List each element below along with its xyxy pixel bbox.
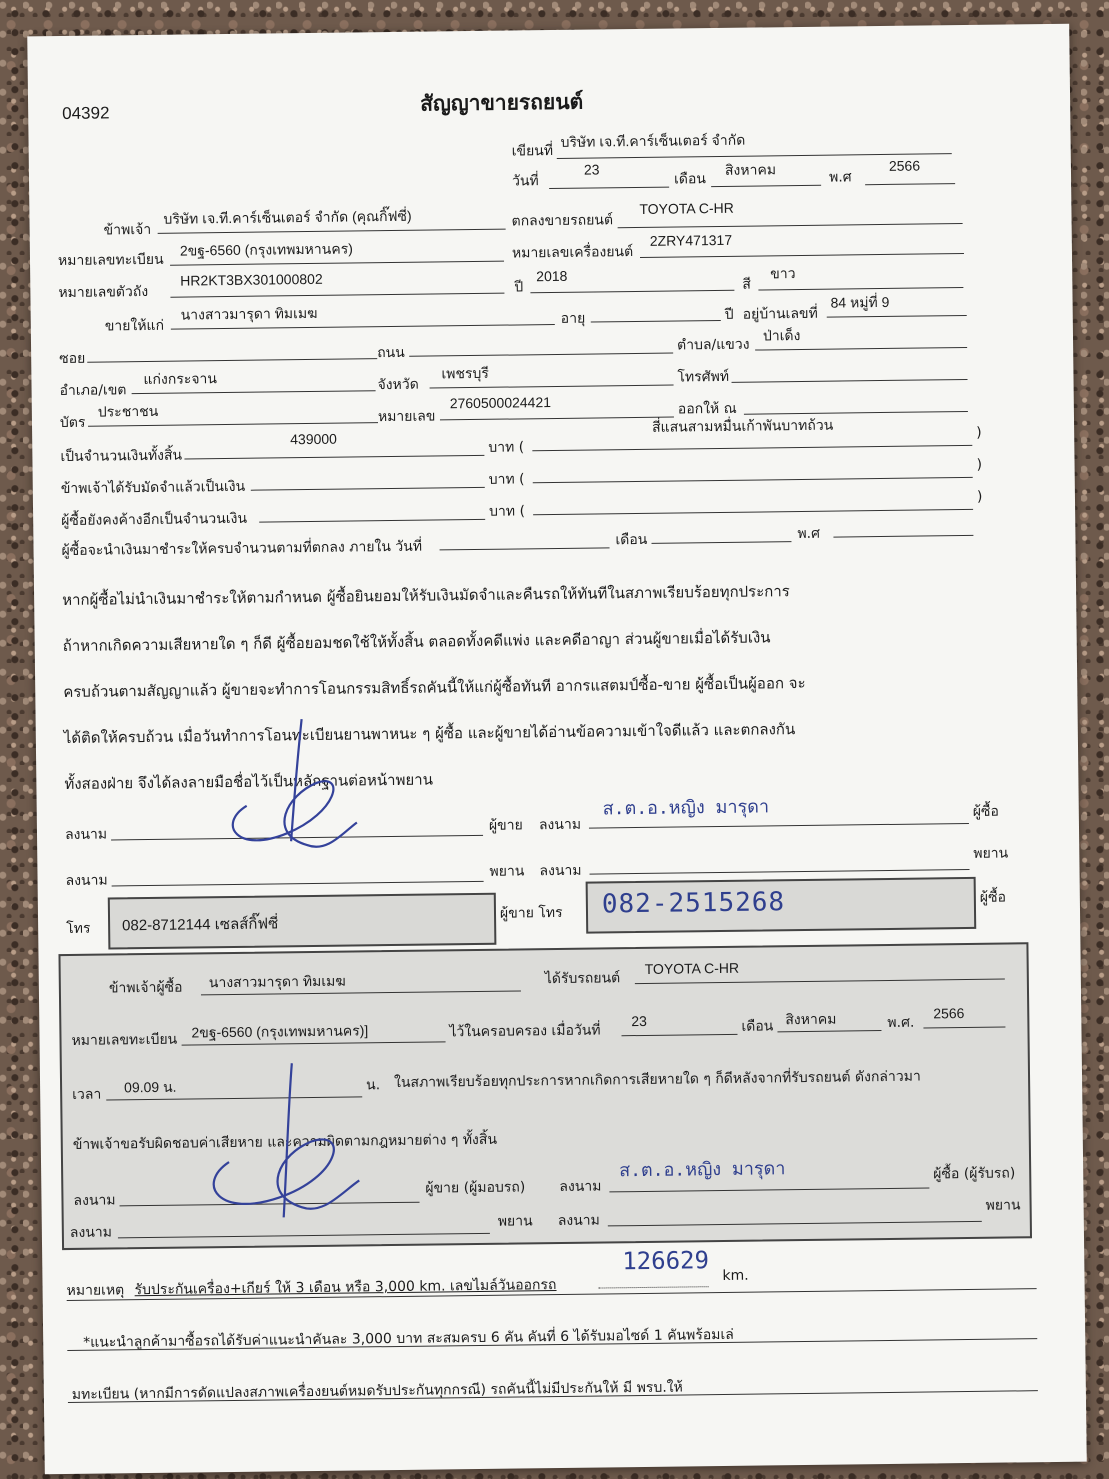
date-year-value: 2566 (888, 157, 921, 174)
engine-no-value: 2ZRY471317 (649, 231, 733, 249)
page-title: สัญญาขายรถยนต์ (419, 89, 584, 116)
phone-label-left: โทร (66, 920, 91, 938)
terms-line-5: ทั้งสองฝ่าย จึงได้ลงลายมือชื่อไว้เป็นหลักฐานต่อหน้าพยาน (64, 770, 434, 794)
buyer-phone-value: 082-2515268 (601, 887, 786, 920)
deposit-close-paren: ) (976, 456, 983, 473)
province-label: จังหวัด (377, 376, 419, 394)
handover-witness2-sign-label: ลงนาม (557, 1212, 600, 1230)
document-number: 04392 (62, 103, 110, 123)
terms-line-4: ได้ติดให้ครบถ้วน เมื่อวันทำการโอนทะเบียนยานพาหนะ ๆ ผู้ซื้อ และผู้ขายได้อ่านข้อความเข้าใจดีแล้ว และตกลงกัน (63, 720, 796, 748)
age-unit: ปี (724, 306, 734, 323)
due-date-label: ผู้ซื้อจะนำเงินมาชำระให้ครบจำนวนตามที่ตกลง ภายใน วันที่ (61, 538, 423, 560)
written-at-value: บริษัท เจ.ที.คาร์เซ็นเตอร์ จำกัด (560, 131, 746, 150)
handover-day-value: 23 (631, 1012, 648, 1030)
handover-witness2-role: พยาน (985, 1197, 1021, 1214)
remaining-label: ผู้ซื้อยังคงค้างอีกเป็นจำนวนเงิน (61, 510, 248, 530)
buyer-sign-label: ลงนาม (538, 816, 582, 834)
handover-buyer-label: ข้าพเจ้าผู้ซื้อ (108, 979, 183, 997)
engine-no-label: หมายเลขเครื่องยนต์ (511, 244, 634, 262)
sell-to-label: ขายให้แก่ (104, 317, 165, 335)
handover-seller-role: ผู้ขาย (ผู้มอบรถ) (425, 1179, 526, 1197)
seller-phone-box (108, 893, 497, 950)
total-label: เป็นจำนวนเงินทั้งสิ้น (60, 447, 183, 466)
car-year-label: ปี (514, 279, 524, 296)
remark-text: รับประกันเครื่อง+เกียร์ ให้ 3 เดือน หรือ 3,000 km. เลขไมล์วันออกรถ (134, 1277, 557, 1299)
handover-seller-sign-label: ลงนาม (73, 1192, 116, 1209)
time-value: 09.09 น. (124, 1078, 177, 1096)
possess-date-label: ไว้ในครอบครอง เมื่อวันที่ (449, 1022, 601, 1041)
handover-witness1-role: พยาน (497, 1213, 533, 1230)
condition-text: ในสภาพเรียบร้อยทุกประการหากเกิดการเสียหายใด ๆ ก็ดีหลังจากที่รับรถยนต์ ดังกล่าวมา (393, 1068, 921, 1092)
district-value: แก่งกระจาน (143, 370, 218, 388)
due-month-label: เดือน (615, 531, 648, 549)
handover-buyer-value: นางสาวมารุดา ทิมเมฆ (208, 972, 346, 991)
date-label: วันที่ (511, 173, 539, 190)
terms-line-2: ถ้าหากเกิดความเสียหายใด ๆ ก็ดี ผู้ซื้อยอมชดใช้ให้ทั้งสิ้น ตลอดทั้งคดีแพ่ง และคดีอาญา ส่วนผู้ขายเมื่อได้รับเงิน (62, 628, 771, 656)
card-no-label: หมายเลข (377, 408, 436, 426)
car-color-label: สี (742, 276, 751, 293)
buyer-phone-box (586, 877, 977, 934)
card-value: ประชาชน (97, 402, 159, 420)
terms-line-1: หากผู้ซื้อไม่นำเงินมาชำระให้ตามกำหนด ผู้ซื้อยินยอมให้รับเงินมัดจำและคืนรถให้ทันทีในสภาพเรียบร้อยทุกประการ (62, 582, 790, 610)
handover-witness1-sign-label: ลงนาม (69, 1224, 113, 1241)
witness1-role-label: พยาน (489, 863, 525, 880)
total-close-paren: ) (976, 424, 982, 441)
house-no-label: อยู่บ้านเลขที่ (742, 305, 818, 323)
handover-seller-signature-mark (188, 1056, 390, 1232)
road-label: ถนน (377, 344, 405, 362)
handover-reg-label: หมายเลขทะเบียน (71, 1031, 178, 1049)
due-year-label: พ.ศ (797, 525, 821, 543)
mileage-unit: km. (722, 1267, 749, 1285)
liability-text: ข้าพเจ้าขอรับผิดชอบค่าเสียหาย และความผิดตามกฎหมายต่าง ๆ ทั้งสิ้น (72, 1131, 498, 1153)
seller-role-label: ผู้ขาย (488, 817, 523, 834)
soi-label: ซอย (59, 350, 86, 368)
mileage-value: 126629 (622, 1246, 710, 1276)
remaining-close-paren: ) (976, 488, 983, 505)
car-year-value: 2018 (536, 267, 568, 285)
buyer-role-label: ผู้ซื้อ (972, 803, 1000, 820)
terms-line-3: ครบถ้วนตามสัญญาแล้ว ผู้ขายจะทำการโอนกรรมสิทธิ์รถคันนี้ให้แก่ผู้ซื้อทันที อากรแสตมป์ซื้อ-ขาย ผู้ซื้อเป็นผู้ออก จะ (63, 673, 806, 702)
witness2-sign-label: ลงนาม (539, 862, 582, 880)
car-color-value: ขาว (770, 265, 796, 282)
handover-buyer-sign-label: ลงนาม (559, 1178, 602, 1196)
seller-phone-value: 082-8712144 เซลส์กิ๊ฟซี่ (122, 915, 279, 935)
card-label: บัตร (59, 414, 86, 432)
handover-buyer-signature: ส.ต.อ.หญิง มารุดา (619, 1158, 786, 1182)
seller-sign-label: ลงนาม (64, 826, 108, 844)
handover-reg-value: 2ขฐ-6560 (กรุงเทพมหานคร)] (191, 1022, 369, 1041)
contract-paper (27, 24, 1086, 1475)
registration-value: 2ขฐ-6560 (กรุงเทพมหานคร) (179, 240, 353, 259)
seller-phone-label: ผู้ขาย โทร (499, 904, 563, 922)
received-car-value: TOYOTA C-HR (644, 959, 740, 977)
buyer-phone-role: ผู้ซื้อ (979, 889, 1007, 906)
handover-month-value: สิงหาคม (785, 1010, 837, 1028)
issued-at-label: ออกให้ ณ (677, 400, 737, 418)
deposit-baht-label: บาท ( (488, 471, 525, 488)
witness1-sign-label: ลงนาม (65, 872, 108, 890)
seller-signature-mark (206, 712, 388, 868)
chassis-value: HR2KT3BX301000802 (180, 270, 323, 289)
district-label: อำเภอ/เขต (59, 382, 127, 400)
deposit-label: ข้าพเจ้าได้รับมัดจำแล้วเป็นเงิน (60, 478, 246, 498)
written-at-label: เขียนที่ (511, 143, 554, 160)
time-unit-label: น. (365, 1077, 381, 1094)
total-value: 439000 (290, 430, 338, 448)
total-words-value: สี่แสนสามหมื่นเก้าพันบาทถ้วน (651, 416, 834, 435)
witness2-role-label: พยาน (973, 845, 1009, 862)
registration-label: หมายเลขทะเบียน (57, 251, 164, 270)
agree-sell-label: ตกลงขายรถยนต์ (511, 212, 614, 230)
seller-label: ข้าพเจ้า (103, 221, 152, 239)
subdistrict-value: ป่าเด็ง (762, 326, 801, 344)
date-month-label: เดือน (673, 171, 707, 188)
car-model-value: TOYOTA C-HR (639, 199, 734, 217)
received-car-label: ได้รับรถยนต์ (544, 970, 621, 988)
house-no-value: 84 หมู่ที่ 9 (830, 293, 890, 311)
card-no-value: 2760500024421 (449, 394, 552, 412)
date-month-value: สิงหาคม (724, 161, 777, 178)
handover-month-label: เดือน (741, 1018, 774, 1035)
phone-label: โทรศัพท์ (677, 368, 730, 386)
chassis-label: หมายเลขตัวถัง (58, 283, 149, 302)
remark-label: หมายเหตุ (66, 1282, 125, 1300)
referral-line-1: *แนะนำลูกค้ามาซื้อรถได้รับค่าแนะนำคันละ 3,000 บาท สะสมครบ 6 คัน คันที่ 6 ได้รับมอไซด์ 1 คันพร้อมเล่ (83, 1326, 734, 1351)
time-label: เวลา (72, 1086, 102, 1103)
province-value: เพชรบุรี (441, 364, 489, 382)
handover-year-value: 2566 (933, 1005, 965, 1022)
date-year-label: พ.ศ (828, 169, 852, 186)
referral-line-2: มทะเบียน (หากมีการดัดแปลงสภาพเครื่องยนต์หมดรับประกันทุกกรณี) รถคันนี้ไม่มีประกันให้ มี พรบ.ให้ (71, 1379, 683, 1403)
buyer-signature: ส.ต.อ.หญิง มารุดา (602, 796, 770, 820)
seller-value: บริษัท เจ.ที.คาร์เซ็นเตอร์ จำกัด (คุณกิ๊ฟซี่) (163, 207, 412, 227)
age-label: อายุ (560, 310, 586, 327)
buyer-name-value: นางสาวมารุดา ทิมเมฆ (180, 304, 318, 323)
handover-year-label: พ.ศ. (887, 1014, 915, 1031)
remaining-baht-label: บาท ( (488, 503, 526, 520)
subdistrict-label: ตำบล/แขวง (676, 336, 750, 354)
date-day-value: 23 (583, 161, 600, 178)
total-baht-label: บาท ( (488, 439, 525, 456)
handover-buyer-role: ผู้ซื้อ (ผู้รับรถ) (933, 1165, 1016, 1183)
